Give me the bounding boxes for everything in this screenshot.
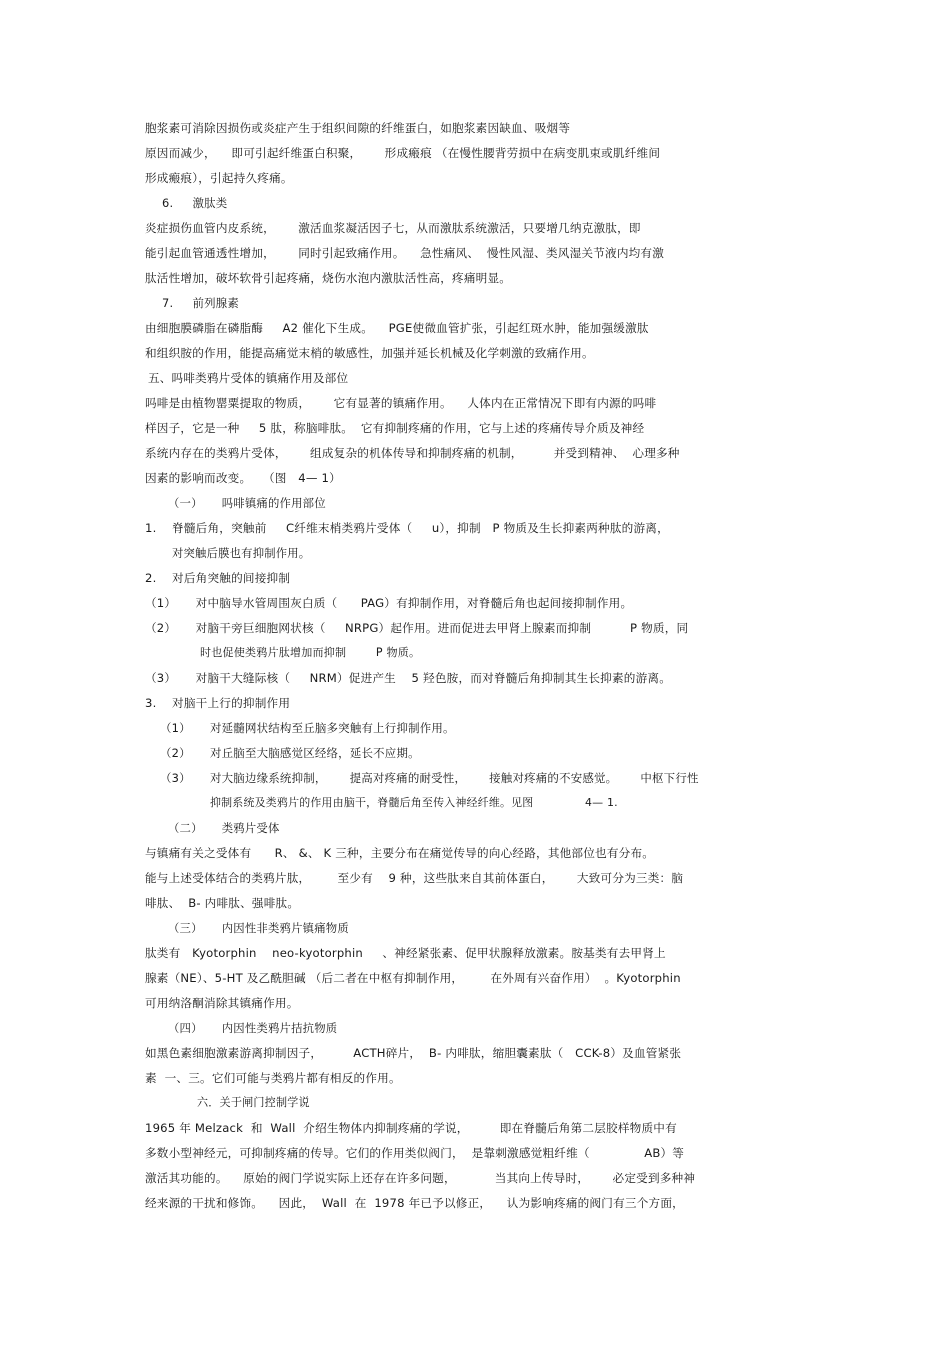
list-item-continuation: 对突触后膜也有抑制作用。: [172, 546, 311, 560]
text-line: 由细胞膜磷脂在磷脂酶 A2 催化下生成。 PGE使微血管扩张，引起红斑水肿，能加强缓激肽: [145, 321, 649, 335]
list-item-continuation: 时也促使类鸦片肽增加而抑制 P 物质。: [200, 646, 421, 659]
section-heading: 6. 激肽类: [162, 196, 228, 210]
text-line: 啡肽、 B- 内啡肽、强啡肽。: [145, 896, 300, 910]
text-line: 激活其功能的。 原始的阀门学说实际上还存在许多问题， 当其向上传导时， 必定受到多种神: [145, 1171, 696, 1185]
subsection-heading: （四） 内因性类鸦片拮抗物质: [168, 1021, 338, 1035]
list-item: （1） 对中脑导水管周围灰白质（ PAG）有抑制作用，对脊髓后角也起间接抑制作用。: [145, 596, 633, 610]
text-line: 吗啡是由植物罂粟提取的物质， 它有显著的镇痛作用。 人体内在正常情况下即有内源的吗啡: [145, 396, 657, 410]
text-line: 形成瘢痕），引起持久疼痛。: [145, 171, 293, 185]
list-item: （2） 对脑干旁巨细胞网状核（ NRPG）起作用。进而促进去甲肾上腺素而抑制 P 物质，同: [145, 621, 689, 635]
text-line: 原因而减少， 即可引起纤维蛋白积聚， 形成瘢痕 （在慢性腰背劳损中在病变肌束或肌纤维间: [145, 146, 661, 160]
text-line: 能与上述受体结合的类鸦片肽， 至少有 9 种，这些肽来自其前体蛋白， 大致可分为三类：脑: [145, 871, 684, 885]
text-line: 1965 年 Melzack 和 Wall 介绍生物体内抑制疼痛的学说， 即在脊髓后角第二层胶样物质中有: [145, 1121, 677, 1135]
list-item: 1. 脊髓后角，突触前 C纤维末梢类鸦片受体（ u），抑制 P 物质及生长抑素两种肽的游离，: [145, 521, 669, 535]
text-line: 炎症损伤血管内皮系统， 激活血浆凝活因子七，从而激肽系统激活，只要增几纳克激肽，即: [145, 221, 641, 235]
list-item: （1） 对延髓网状结构至丘脑多突触有上行抑制作用。: [160, 721, 455, 735]
list-item-continuation: 抑制系统及类鸦片的作用由脑干，脊髓后角至传入神经纤维。见图 4— 1.: [210, 796, 618, 809]
subsection-heading: （一） 吗啡镇痛的作用部位: [168, 496, 326, 510]
text-line: 素 一、三。它们可能与类鸦片都有相反的作用。: [145, 1071, 401, 1085]
text-line: 肽活性增加，破坏软骨引起疼痛，烧伤水泡内激肽活性高，疼痛明显。: [145, 271, 512, 285]
text-line: 腺素（NE）、5-HT 及乙酰胆碱 （后二者在中枢有抑制作用， 在外周有兴奋作用） 。Kyotorphin: [145, 971, 681, 985]
text-line: 因素的影响而改变。 （图 4— 1）: [145, 471, 341, 485]
text-line: 胞浆素可消除因损伤或炎症产生于组织间隙的纤维蛋白，如胞浆素因缺血、吸烟等: [145, 121, 571, 135]
text-line: 多数小型神经元，可抑制疼痛的传导。它们的作用类似阀门， 是靠刺激感觉粗纤维（ AB）等: [145, 1146, 685, 1160]
subsection-heading: （三） 内因性非类鸦片镇痛物质: [168, 921, 349, 935]
section-heading: 六．关于闸门控制学说: [197, 1096, 310, 1109]
text-line: 系统内存在的类鸦片受体， 组成复杂的机体传导和抑制疼痛的机制， 并受到精神、 心理多种: [145, 446, 680, 460]
list-item: 3. 对脑干上行的抑制作用: [145, 696, 291, 710]
text-line: 肽类有 Kyotorphin neo-kyotorphin 、神经紧张素、促甲状腺释放激素。胺基类有去甲肾上: [145, 946, 666, 960]
text-line: 可用纳洛酮消除其镇痛作用。: [145, 996, 299, 1010]
section-heading: 五、吗啡类鸦片受体的镇痛作用及部位: [148, 371, 349, 385]
list-item: （3） 对脑干大缝际核（ NRM）促进产生 5 羟色胺，而对脊髓后角抑制其生长抑素的游离。: [145, 671, 672, 685]
section-heading: 7. 前列腺素: [162, 296, 240, 310]
subsection-heading: （二） 类鸦片受体: [168, 821, 280, 835]
list-item: （2） 对丘脑至大脑感觉区经络，延长不应期。: [160, 746, 420, 760]
text-line: 能引起血管通透性增加， 同时引起致痛作用。 急性痛风、 慢性风湿、类风湿关节液内均有激: [145, 246, 665, 260]
text-line: 经来源的干扰和修饰。 因此， Wall 在 1978 年已予以修正， 认为影响疼痛的阀门有三个方面，: [145, 1196, 684, 1210]
list-item: 2. 对后角突触的间接抑制: [145, 571, 291, 585]
text-line: 如黑色素细胞激素游离抑制因子， ACTH碎片， B- 内啡肽，缩胆囊素肽（ CCK-8）及血管紧张: [145, 1046, 682, 1060]
text-line: 与镇痛有关之受体有 R、 &、 K 三种，主要分布在痛觉传导的向心经路，其他部位也有分布。: [145, 846, 655, 860]
text-line: 样因子，它是一种 5 肽，称脑啡肽。 它有抑制疼痛的作用，它与上述的疼痛传导介质及神经: [145, 421, 645, 435]
text-line: 和组织胺的作用，能提高痛觉末梢的敏感性，加强并延长机械及化学刺激的致痛作用。: [145, 346, 594, 360]
list-item: （3） 对大脑边缘系统抑制， 提高对疼痛的耐受性， 接触对疼痛的不安感觉。 中枢下行性: [160, 771, 699, 785]
